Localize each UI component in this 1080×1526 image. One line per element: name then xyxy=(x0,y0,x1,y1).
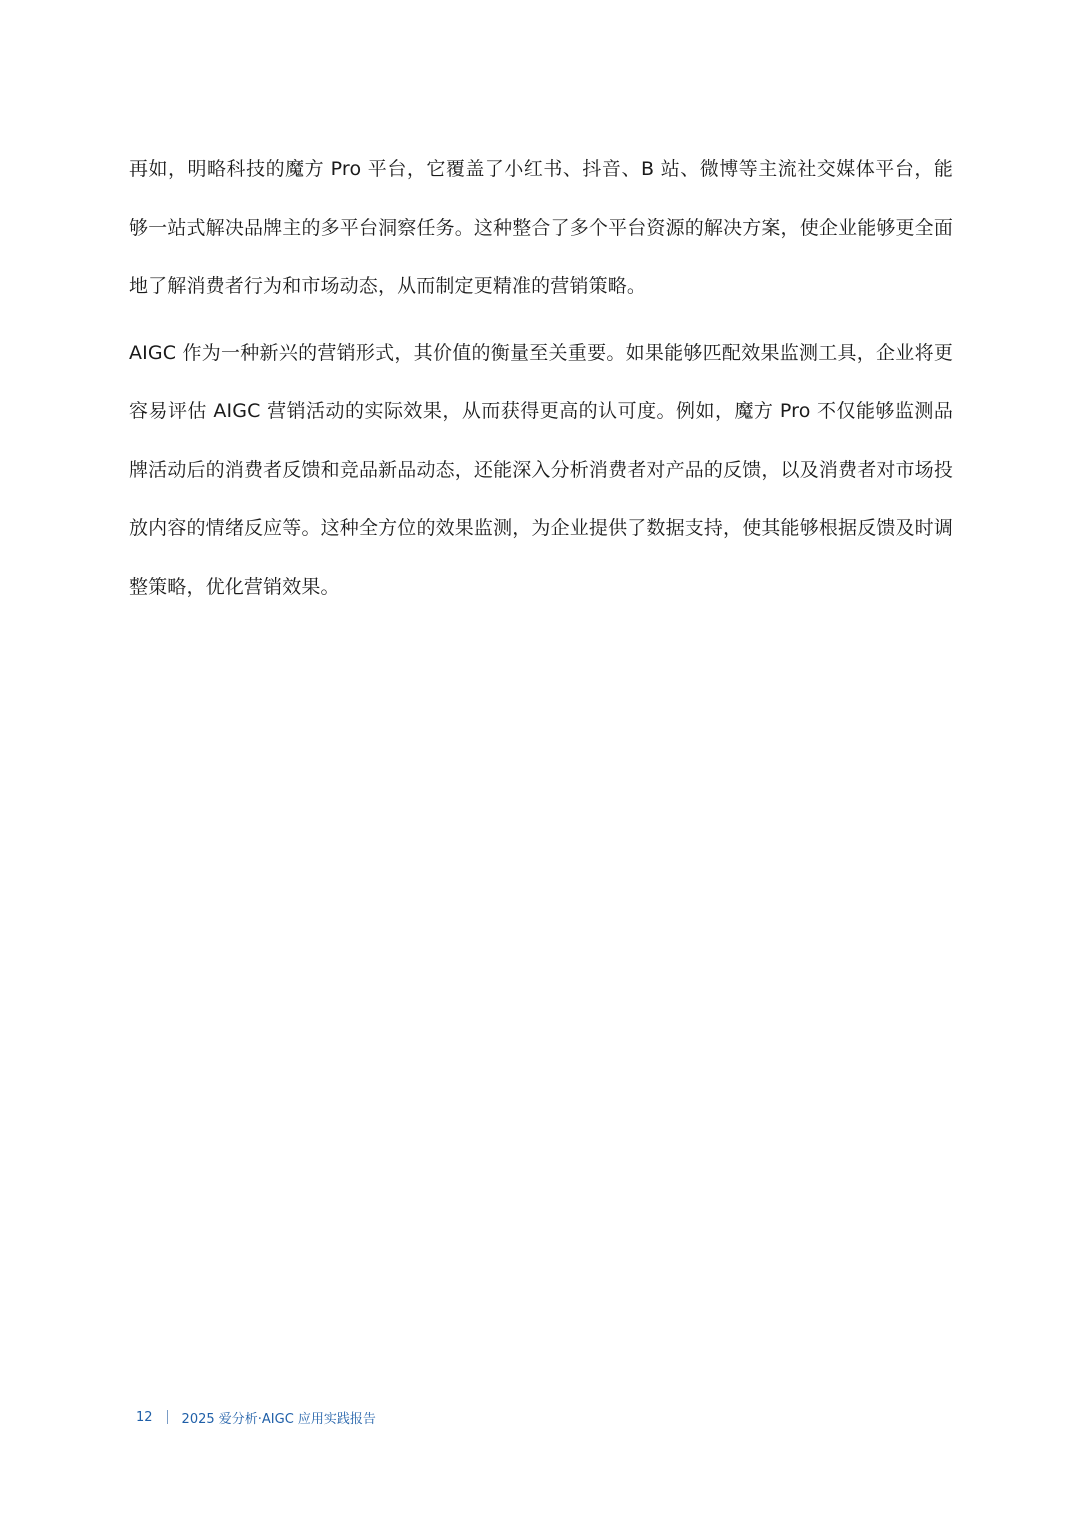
page-footer xyxy=(136,1406,376,1428)
paragraph-2: AIGC 作为一种新兴的营销形式，其价值的衡量至关重要。如果能够匹配效果监测工具，企业将更容易评估 AIGC 营销活动的实际效果，从而获得更高的认可度。例如，魔方 Pro 不仅能够监测品牌活动后的消费者反馈和竞品新品动态，还能深入分析消费者对产品的反馈，以及消费者对市场投放内容的情绪反应等。这种全方位的效果监测，为企业提供了数据支持，使其能够根据反馈及时调整策略，优化营销效果。 xyxy=(129,341,953,598)
main-content xyxy=(129,140,953,616)
paragraph-1: 再如，明略科技的魔方 Pro 平台，它覆盖了小红书、抖音、B 站、微博等主流社交媒体平台，能够一站式解决品牌主的多平台洞察任务。这种整合了多个平台资源的解决方案，使企业能够更全面地了解消费者行为和市场动态，从而制定更精准的营销策略。 xyxy=(129,158,953,297)
footer-divider xyxy=(167,1410,168,1424)
page-number: 12 xyxy=(136,1409,153,1425)
report-title: 2025 爱分析·AIGC 应用实践报告 xyxy=(181,1411,376,1427)
